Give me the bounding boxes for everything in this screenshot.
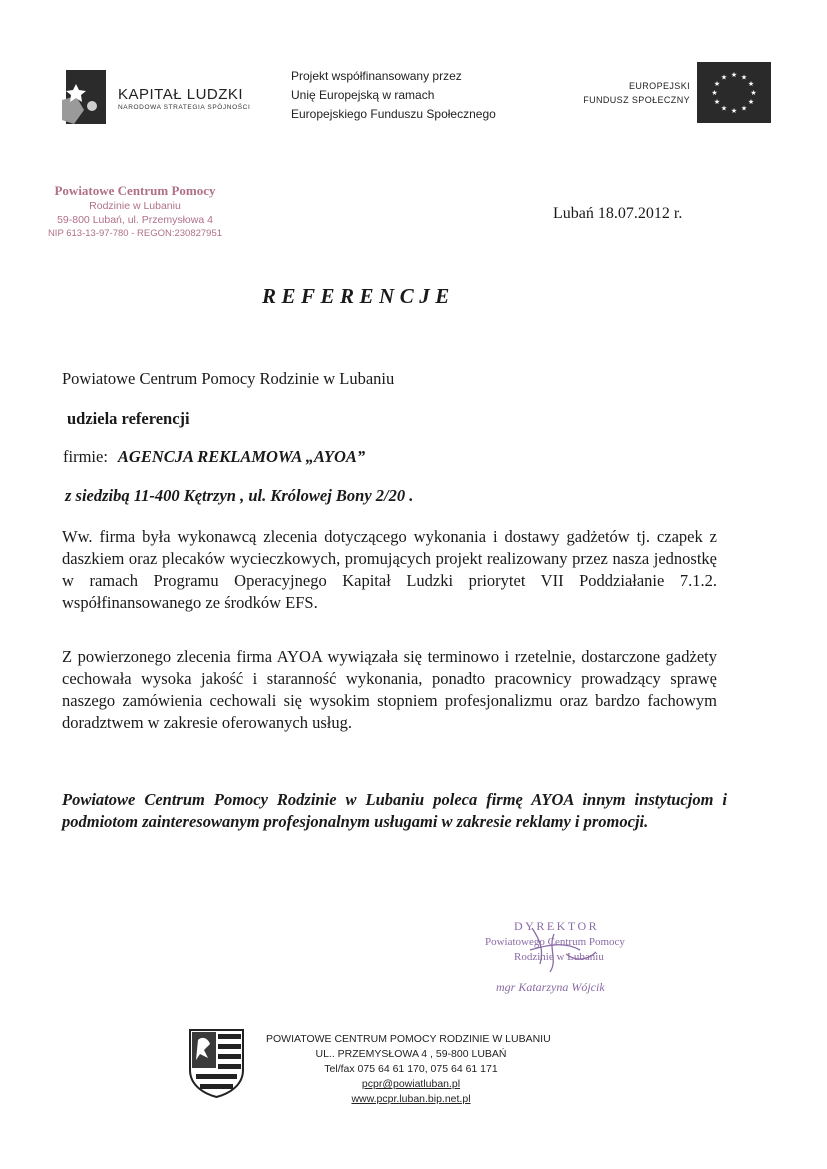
grants-reference-line: udziela referencji bbox=[67, 409, 190, 428]
signature-line: Rodzinie w Lubaniu bbox=[514, 951, 604, 963]
svg-text:★: ★ bbox=[747, 98, 755, 106]
footer-street: UL.. PRZEMYSŁOWA 4 , 59-800 LUBAŃ bbox=[315, 1048, 507, 1060]
document-title: REFERENCJE bbox=[262, 284, 455, 308]
svg-text:★: ★ bbox=[711, 89, 718, 97]
paragraph-recommendation: Powiatowe Centrum Pomocy Rodzinie w Lubaniu poleca firmę AYOA innym instytucjom i podmiotom zainteresowanym profesjonalnym usługami w zakresie reklamy i promocji. bbox=[62, 790, 727, 831]
svg-text:★: ★ bbox=[740, 73, 748, 82]
firm-line bbox=[63, 447, 365, 467]
institution-stamp bbox=[40, 183, 230, 240]
footer-email-link[interactable]: pcpr@powiatluban.pl bbox=[361, 1078, 461, 1090]
svg-text:★: ★ bbox=[747, 80, 755, 88]
stamp-line: 59-800 Lubań, ul. Przemysłowa 4 bbox=[57, 214, 213, 226]
stamp-line: Powiatowe Centrum Pomocy bbox=[54, 183, 216, 198]
stamp-line: NIP 613-13-97-780 - REGON:230827951 bbox=[47, 228, 223, 239]
signature-line: Powiatowego Centrum Pomocy bbox=[485, 936, 625, 948]
footer-address bbox=[266, 1032, 556, 1107]
paragraph-contract: Ww. firma była wykonawcą zlecenia dotyczącego wykonania i dostawy gadżetów tj. czapek z daszkiem oraz plecaków wycieczkowych, promujących projekt realizowany przez nasza jednostkę w ramach Programu Operacyjnego Kapitał Ludzki priorytet VII Poddziałanie 7.1.2. współfinansowanego ze środków EFS. bbox=[62, 527, 717, 612]
kapital-ludzki-subtitle: NARODOWA STRATEGIA SPÓJNOŚCI bbox=[118, 104, 251, 111]
project-line: Unię Europejską w ramach bbox=[291, 88, 435, 102]
document-date: Lubań 18.07.2012 r. bbox=[553, 205, 683, 222]
firm-name: AGENCJA REKLAMOWA „AYOA” bbox=[117, 447, 366, 466]
project-funding-note bbox=[291, 67, 496, 124]
efs-line: FUNDUSZ SPOŁECZNY bbox=[583, 95, 690, 105]
footer-website-link[interactable]: www.pcpr.luban.bip.net.pl bbox=[351, 1093, 471, 1105]
efs-line: EUROPEJSKI bbox=[628, 81, 690, 91]
kapital-ludzki-title: KAPITAŁ LUDZKI bbox=[118, 86, 244, 103]
eu-flag-icon bbox=[697, 62, 771, 123]
svg-text:★: ★ bbox=[713, 80, 721, 88]
svg-text:★: ★ bbox=[720, 104, 728, 113]
svg-text:★: ★ bbox=[720, 73, 728, 82]
svg-text:★: ★ bbox=[750, 89, 757, 97]
stamp-line: Rodzinie w Lubaniu bbox=[89, 200, 181, 212]
kapital-ludzki-logo-icon bbox=[62, 70, 106, 124]
project-line: Projekt współfinansowany przez bbox=[291, 69, 462, 83]
svg-text:★: ★ bbox=[740, 104, 748, 113]
svg-text:★: ★ bbox=[713, 98, 721, 106]
footer-phone: Tel/fax 075 64 61 170, 075 64 61 171 bbox=[324, 1063, 498, 1075]
firm-label: firmie: bbox=[63, 447, 108, 466]
footer-institution-name: POWIATOWE CENTRUM POMOCY RODZINIE W LUBANIU bbox=[266, 1033, 551, 1045]
issuing-organization: Powiatowe Centrum Pomocy Rodzinie w Lubaniu bbox=[62, 369, 395, 388]
efs-label bbox=[583, 79, 690, 107]
project-line: Europejskiego Funduszu Społecznego bbox=[291, 107, 496, 121]
firm-seat: z siedzibą 11-400 Kętrzyn , ul. Królowej Bony 2/20 . bbox=[65, 486, 414, 505]
paragraph-assessment: Z powierzonego zlecenia firma AYOA wywiązała się terminowo i rzetelnie, dostarczone gadżety cechowała wysoka jakość i staranność wykonania, ponadto pracownicy prowadzący sprawę naszego zamówienia cechowali się wysokim stopniem profesjonalizmu oraz bardzo fachowym doradztwem w zakresie oferowanych usług. bbox=[62, 647, 717, 732]
county-crest-icon bbox=[188, 1028, 245, 1098]
signature-title: DYREKTOR bbox=[514, 919, 600, 933]
signatory-name: mgr Katarzyna Wójcik bbox=[496, 980, 605, 994]
svg-text:★: ★ bbox=[730, 107, 738, 115]
svg-text:★: ★ bbox=[730, 71, 738, 79]
